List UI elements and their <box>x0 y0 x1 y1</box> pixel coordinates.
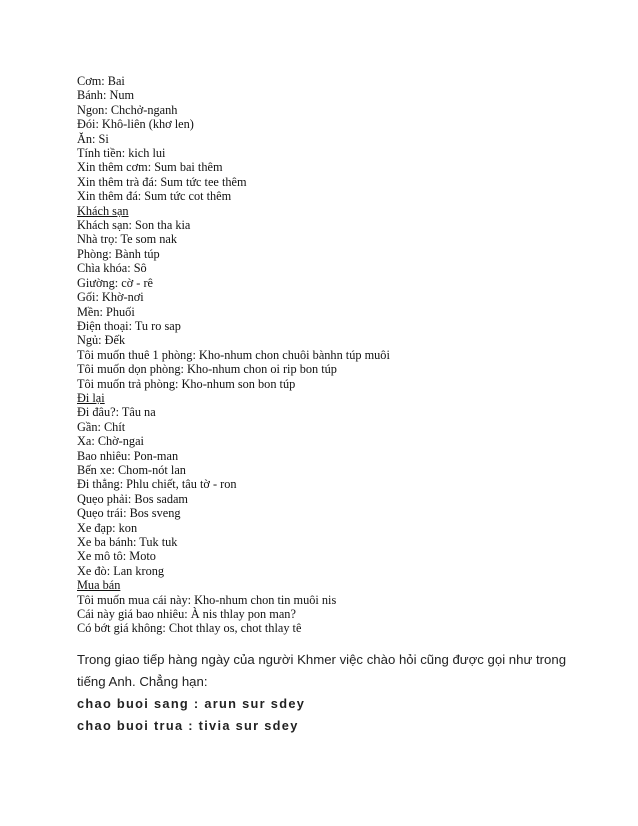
vocab-line: Bao nhiêu: Pon-man <box>77 448 179 463</box>
vocab-line: Phòng: Bành túp <box>77 246 160 261</box>
vocab-line: Ăn: Si <box>77 131 109 146</box>
vocab-line: Ngủ: Đếk <box>77 333 126 348</box>
vocab-line: Xin thêm cơm: Sum bai thêm <box>77 160 223 175</box>
vocab-line: Xe ba bánh: Tuk tuk <box>77 535 178 549</box>
vocab-line: Khách sạn: Son tha kia <box>77 218 191 233</box>
vocab-line: Xe mô tô: Moto <box>77 549 156 564</box>
vocab-line: Tính tiền: kich lui <box>77 146 166 161</box>
vocab-line: Xe đò: Lan krong <box>77 563 165 578</box>
vocab-line: Bến xe: Chom-nót lan <box>77 462 186 477</box>
vocab-line: Tôi muốn mua cái này: Kho-nhum chon tin muôi nis <box>77 592 337 607</box>
greeting-phrase: chao buoi sang : arun sur sdey <box>77 696 306 711</box>
vocab-line: Cái này giá bao nhiêu: À nis thlay pon man? <box>77 607 296 622</box>
intro-line-2: tiếng Anh. Chẳng hạn: <box>77 673 208 689</box>
vocab-line: Cơm: Bai <box>77 74 125 88</box>
section-heading: Đi lại <box>77 390 105 405</box>
vocab-line: Tôi muốn thuê 1 phòng: Kho-nhum chon chuôi bànhn túp muôi <box>77 347 390 362</box>
vocab-line: Xa: Chờ-ngai <box>77 434 144 449</box>
vocab-line: Tôi muốn dọn phòng: Kho-nhum chon oi rip bon túp <box>77 362 337 377</box>
vocab-line: Xin thêm trà đá: Sum tức tee thêm <box>77 174 247 189</box>
vocab-line: Giường: cờ - rê <box>77 275 154 290</box>
vocab-line: Xin thêm đá: Sum tức cot thêm <box>77 189 232 204</box>
vocab-line: Chìa khóa: Sô <box>77 261 147 276</box>
vocab-line: Mền: Phuối <box>77 304 135 319</box>
vocab-line: Điện thoại: Tu ro sap <box>77 318 181 333</box>
vocab-line: Bánh: Num <box>77 88 135 103</box>
vocab-line: Xe đạp: kon <box>77 520 138 535</box>
vocab-line: Đi đâu?: Tâu na <box>77 405 156 420</box>
vocab-line: Tôi muốn trả phòng: Kho-nhum son bon túp <box>77 376 296 391</box>
intro-line-1: Trong giao tiếp hàng ngày của người Khmer việc chào hỏi cũng được gọi như trong <box>77 652 567 667</box>
vocab-line: Đi thẳng: Phlu chiết, tâu tờ - ron <box>77 477 237 492</box>
vocab-line: Có bớt giá không: Chot thlay os, chot thlay tê <box>77 621 302 636</box>
vocab-line: Quẹo trái: Bos sveng <box>77 506 181 521</box>
section-heading: Mua bán <box>77 578 121 593</box>
vocab-line: Ngon: Chchở-nganh <box>77 102 178 117</box>
vocab-line: Đói: Khô-liên (khơ len) <box>77 117 194 132</box>
vocab-line: Nhà trọ: Te som nak <box>77 232 178 247</box>
vocab-line: Gần: Chít <box>77 419 126 434</box>
vocab-line: Gối: Khờ-nơi <box>77 290 144 305</box>
section-heading: Khách sạn <box>77 203 129 218</box>
vocab-line: Quẹo phải: Bos sadam <box>77 491 188 506</box>
vocabulary-list <box>77 74 597 636</box>
greeting-section <box>77 649 597 736</box>
greeting-phrase: chao buoi trua : tivia sur sdey <box>77 717 299 733</box>
